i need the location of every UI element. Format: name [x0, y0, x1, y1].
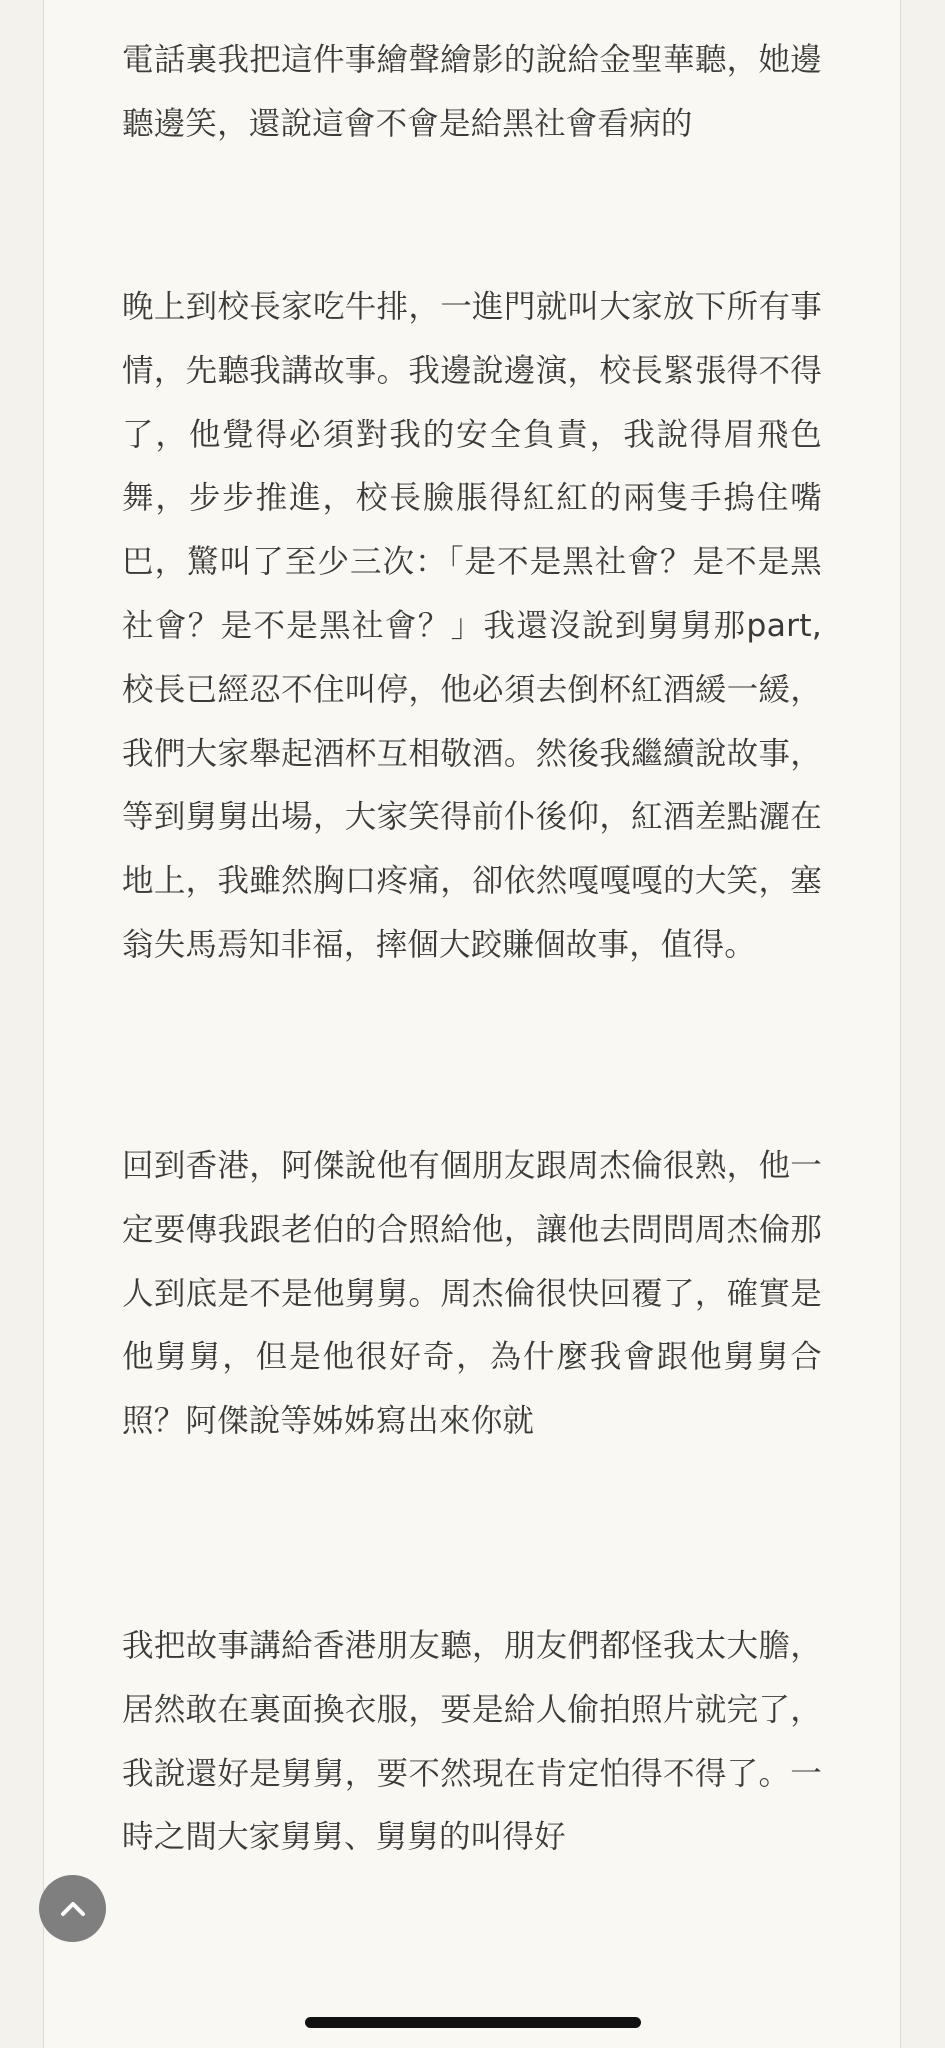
article-paragraph-4: 我把故事講給香港朋友聽，朋友們都怪我太大膽，居然敢在裏面換衣服，要是給人偷拍照片就完了，我說還好是舅舅，要不然現在肯定怕得不得了。一時之間大家舅舅、舅舅的叫得好 [122, 1628, 822, 1856]
article-paragraph-1: 電話裏我把這件事繪聲繪影的說給金聖華聽，她邊聽邊笑，還說這會不會是給黑社會看病的 [122, 42, 822, 142]
article-paragraph-2: 晚上到校長家吃牛排，一進門就叫大家放下所有事情，先聽我講故事。我邊說邊演，校長緊張得不得了，他覺得必須對我的安全負責，我說得眉飛色舞，步步推進，校長臉脹得紅紅的兩隻手摀住嘴巴，驚叫了至少三次：「是不是黑社會？是不是黑社會？是不是黑社會？」我還沒說到舅舅那part,校長已經忍不住叫停，他必須去倒杯紅酒緩一緩，我們大家舉起酒杯互相敬酒。然後我繼續說故事，等到舅舅出場，大家笑得前仆後仰，紅酒差點灑在地上，我雖然胸口疼痛，卻依然嘎嘎嘎的大笑，塞翁失馬焉知非福，摔個大跤賺個故事，值得。 [122, 289, 822, 963]
chevron-up-icon [56, 1892, 90, 1926]
home-indicator [305, 2017, 641, 2028]
scroll-to-top-button[interactable] [39, 1875, 106, 1942]
article-paragraph-3: 回到香港，阿傑說他有個朋友跟周杰倫很熟，他一定要傳我跟老伯的合照給他，讓他去問問周杰倫那人到底是不是他舅舅。周杰倫很快回覆了，確實是他舅舅，但是他很好奇，為什麼我會跟他舅舅合照？阿傑說等姊姊寫出來你就 [122, 1148, 822, 1440]
